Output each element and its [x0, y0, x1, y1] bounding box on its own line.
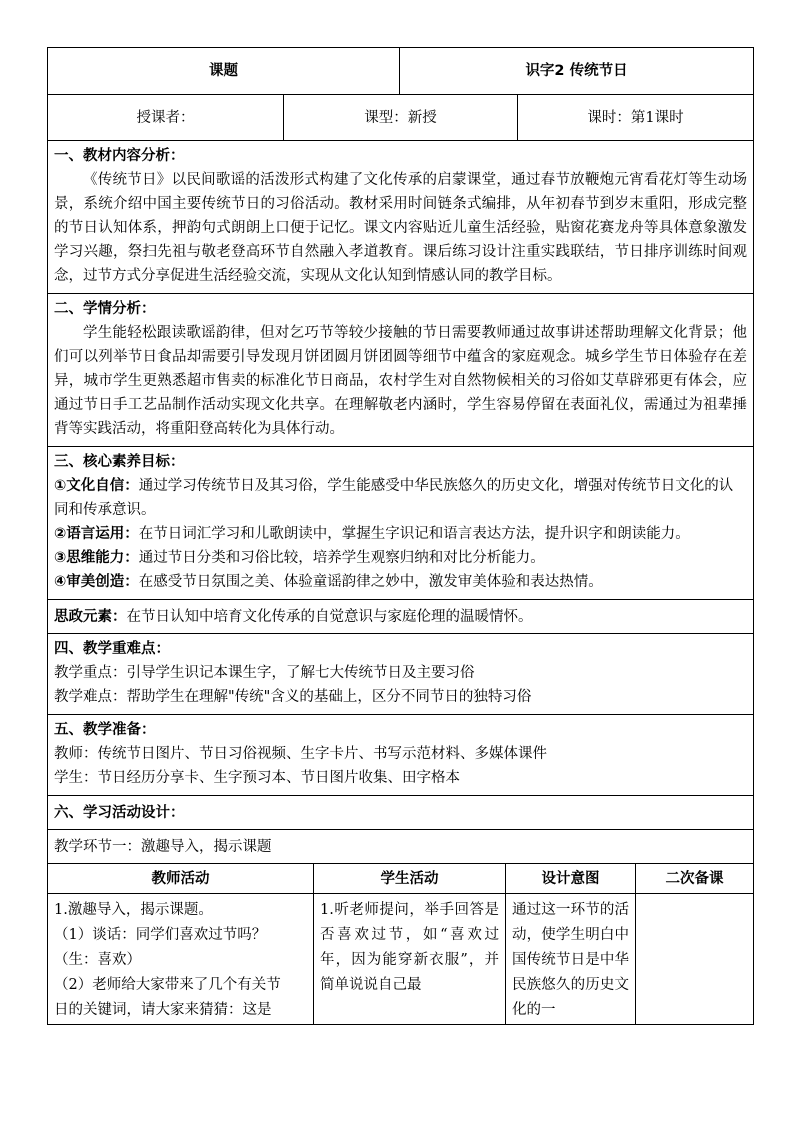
section-title: 五、教学准备：	[54, 722, 156, 738]
section-title: 一、教材内容分析：	[54, 148, 185, 164]
teacher-preparation: 教师：传统节日图片、节日习俗视频、生字卡片、书写示范材料、多媒体课件	[54, 746, 547, 762]
section-body: 学生能轻松跟读歌谣韵律，但对乞巧节等较少接触的节日需要教师通过故事讲述帮助理解文化背景；他们可以列举节日食品却需要引导发现月饼团圆月饼团圆等细节中蕴含的家庭观念。城乡学生节日体验存在差异，城市学生更熟悉超市售卖的标准化节日商品，农村学生对自然物候相关的习俗如艾草辟邪更有体会，应通过节日手工艺品制作活动实现文化共享。在理解敬老内涵时，学生容易停留在表面礼仪，需通过为祖辈捶背等实践活动，将重阳登高转化为具体行动。	[54, 325, 748, 437]
topic-label: 课题	[48, 48, 400, 95]
header-second-prep: 二次备课	[636, 864, 754, 894]
stage-title: 教学环节一：激趣导入，揭示课题	[48, 830, 754, 864]
teacher-activity-line: 1.激趣导入，揭示课题。	[54, 902, 213, 918]
difficulty-point: 教学难点：帮助学生在理解"传统"含义的基础上，区分不同节日的独特习俗	[54, 689, 532, 705]
section-title: 四、教学重难点：	[54, 641, 170, 657]
teacher-activity-line: （1）谈话：同学们喜欢过节吗？	[54, 927, 267, 943]
section-core-goals	[48, 447, 754, 600]
activity-row	[48, 894, 754, 1025]
teacher-activity-line: （2）老师给大家带来了几个有关节	[54, 977, 281, 993]
student-preparation: 学生：节日经历分享卡、生字预习本、节日图片收集、田字格本	[54, 770, 460, 786]
teacher-activity-cell	[48, 894, 314, 1025]
lesson-hours-cell: 课时：第1课时	[518, 95, 754, 141]
header-student-activity: 学生活动	[314, 864, 506, 894]
teacher-cell: 授课者：	[48, 95, 284, 141]
topic-row	[48, 48, 754, 95]
section-key-points	[48, 634, 754, 715]
student-activity-cell: 1.听老师提问，举手回答是否喜欢过节，如“喜欢过年，因为能穿新衣服”，并简单说说自己最	[314, 894, 506, 1025]
goal-item: ④审美创造：在感受节日氛围之美、体验童谣韵律之妙中，激发审美体验和表达热情。	[54, 574, 603, 590]
topic-value: 识字2 传统节日	[400, 48, 754, 95]
lesson-type-cell: 课型：新授	[284, 95, 518, 141]
section-preparation	[48, 715, 754, 796]
ideology-row	[48, 600, 754, 634]
ideology-label: 思政元素：	[54, 608, 127, 625]
stage-row	[48, 830, 754, 864]
goal-item: ①文化自信：通过学习传统节日及其习俗，学生能感受中华民族悠久的历史文化，增强对传统节日文化的认同和传承意识。	[54, 478, 734, 518]
section-activity-design	[48, 796, 754, 830]
section-student-analysis	[48, 294, 754, 447]
section-title: 二、学情分析：	[54, 301, 156, 317]
header-design-intent: 设计意图	[506, 864, 636, 894]
ideology-text: 在节日认知中培育文化传承的自觉意识与家庭伦理的温暖情怀。	[126, 608, 533, 625]
design-intent-cell: 通过这一环节的活动，使学生明白中国传统节日是中华民族悠久的历史文化的一	[506, 894, 636, 1025]
lesson-plan	[47, 47, 753, 1025]
section-title: 三、核心素养目标：	[54, 454, 185, 470]
lesson-plan-table	[47, 47, 754, 864]
meta-row	[48, 95, 754, 141]
second-prep-cell	[636, 894, 754, 1025]
section-body: 《传统节日》以民间歌谣的活泼形式构建了文化传承的启蒙课堂，通过春节放鞭炮元宵看花灯等生动场景，系统介绍中国主要传统节日的习俗活动。教材采用时间链条式编排，从年初春节到岁末重阳，形成完整的节日认知体系，押韵句式朗朗上口便于记忆。课文内容贴近儿童生活经验，贴窗花赛龙舟等具体意象激发学习兴趣，祭扫先祖与敬老登高环节自然融入孝道教育。课后练习设计注重实践联结，节日排序训练时间观念，过节方式分享促进生活经验交流，实现从文化认知到情感认同的教学目标。	[54, 172, 748, 284]
header-teacher-activity: 教师活动	[48, 864, 314, 894]
teacher-activity-line: （生：喜欢）	[54, 952, 141, 968]
activity-table	[47, 863, 754, 1025]
section-textbook-analysis	[48, 141, 754, 294]
key-point: 教学重点：引导学生识记本课生字，了解七大传统节日及主要习俗	[54, 665, 475, 681]
section-title: 六、学习活动设计：	[48, 796, 754, 830]
goal-item: ③思维能力：通过节日分类和习俗比较，培养学生观察归纳和对比分析能力。	[54, 550, 545, 566]
goal-item: ②语言运用：在节日词汇学习和儿歌朗读中，掌握生字识记和语言表达方法，提升识字和朗读能力。	[54, 526, 690, 542]
activity-header-row	[48, 864, 754, 894]
teacher-activity-line: 日的关键词，请大家来猜猜：这是	[54, 1002, 272, 1018]
